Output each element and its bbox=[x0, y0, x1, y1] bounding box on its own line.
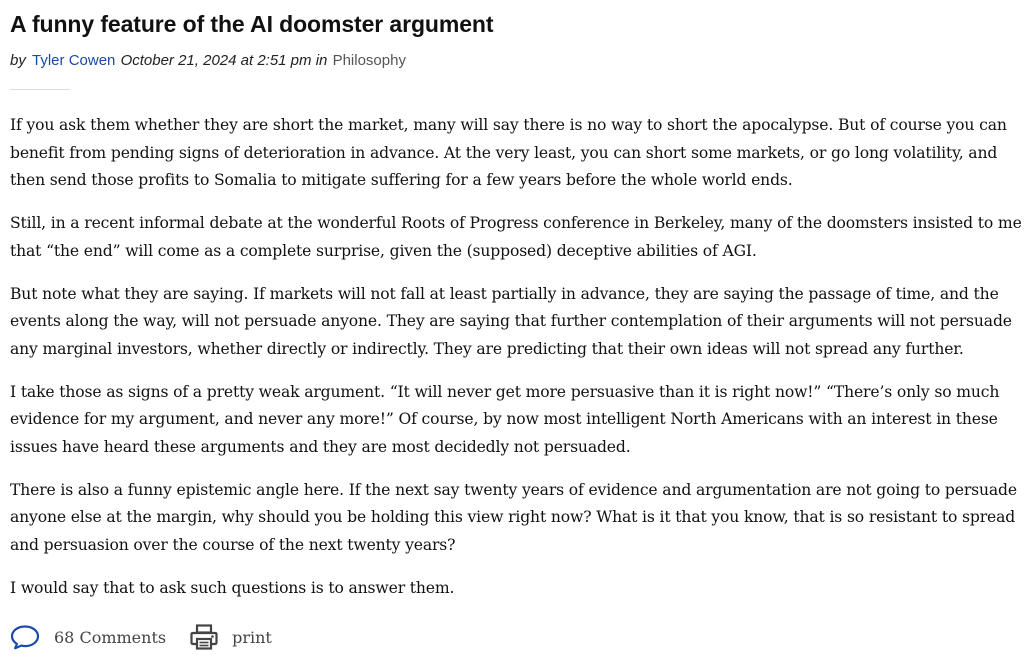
post-date: October 21, 2024 at 2:51 pm bbox=[120, 52, 312, 69]
byline bbox=[10, 51, 1033, 71]
post-footer bbox=[10, 620, 272, 654]
author-link[interactable]: Tyler Cowen bbox=[32, 52, 116, 69]
speech-bubble-icon bbox=[10, 624, 40, 650]
paragraph-5: There is also a funny epistemic angle here. If the next say twenty years of evidence and argumentation are not going to persuade anyone else at the margin, why should you be holding this view right now? What is it that you know, that is so resistant to spread and persuasion over the course of the next twenty years? bbox=[10, 480, 1017, 555]
comments-count-label[interactable]: 68 Comments bbox=[54, 627, 167, 647]
paragraph-3: But note what they are saying. If markets will not fall at least partially in advance, they are saying the passage of time, and the events along the way, will not persuade anyone. They are saying that further contemplation of their arguments will not persuade any marginal investors, whether directly or indirectly. They are predicting that their own ideas will not spread any further. bbox=[10, 284, 1012, 358]
byline-in: in bbox=[315, 52, 328, 69]
comments-link[interactable] bbox=[10, 624, 166, 650]
print-link[interactable] bbox=[190, 624, 272, 650]
paragraph-1: If you ask them whether they are short the market, many will say there is no way to short the apocalypse. But of course you can benefit from pending signs of deterioration in advance. At the very least, you can short some markets, or go long volatility, and then send those profits to Somalia to mitigate suffering for a few years before the whole world ends. bbox=[10, 116, 1007, 190]
post-article bbox=[10, 0, 1033, 618]
print-label[interactable]: print bbox=[232, 627, 272, 647]
paragraph-4: I take those as signs of a pretty weak argument. “It will never get more persuasive than it is right now!” “There’s only so much evidence for my argument, and never any more!” Of course, by now most intelligent North Americans with an interest in these issues have heard these arguments and they are most decidedly not persuaded. bbox=[10, 382, 1000, 457]
category-link[interactable]: Philosophy bbox=[332, 52, 406, 69]
byline-by: by bbox=[10, 52, 26, 69]
paragraph-2: Still, in a recent informal debate at the wonderful Roots of Progress conference in Berkeley, many of the doomsters insisted to me that “the end” will come as a complete surprise, given the (supposed) deceptive abilities of AGI. bbox=[10, 214, 1022, 260]
title-divider bbox=[10, 89, 70, 90]
post-body bbox=[10, 112, 1033, 603]
printer-icon bbox=[190, 624, 218, 650]
paragraph-6: I would say that to ask such questions is to answer them. bbox=[10, 578, 455, 597]
post-title[interactable]: A funny feature of the AI doomster argument bbox=[10, 11, 494, 37]
